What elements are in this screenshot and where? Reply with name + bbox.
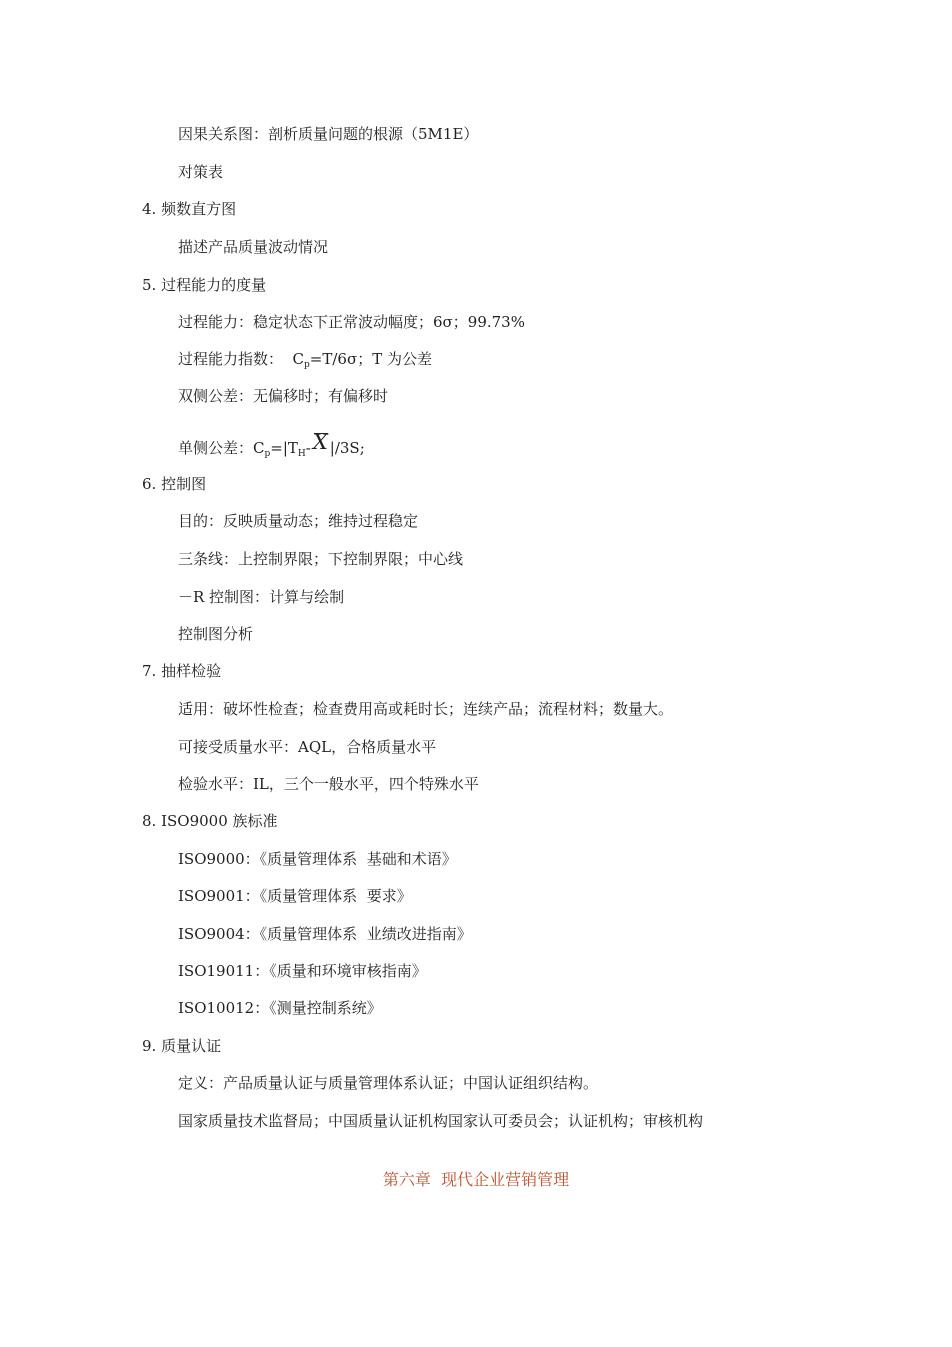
one-sided-subscript-h: H xyxy=(297,449,306,459)
iso19011-line: ISO19011：《质量和环境审核指南》 xyxy=(178,962,427,980)
purpose-line: 目的：反映质量动态；维持过程稳定 xyxy=(178,512,419,530)
chart-analysis-line: 控制图分析 xyxy=(178,625,254,643)
bureau-line: 国家质量技术监督局；中国质量认证机构国家认可委员会；认证机构；审核机构 xyxy=(178,1112,704,1130)
inspection-level-line: 检验水平：IL，三个一般水平，四个特殊水平 xyxy=(178,775,479,793)
one-sided-prefix: 单侧公差：C xyxy=(178,439,265,457)
heading-control-chart: 6. 控制图 xyxy=(142,475,207,493)
x-bar-symbol: X xyxy=(312,430,328,454)
process-capability-line: 过程能力：稳定状态下正常波动幅度；6σ；99.73% xyxy=(178,313,525,331)
capability-index-prefix: 过程能力指数： C xyxy=(178,350,305,368)
one-sided-dash: - xyxy=(305,439,311,457)
one-sided-suffix: |/3S; xyxy=(329,439,365,457)
iso9004-line: ISO9004：《质量管理体系 业绩改进指南》 xyxy=(178,925,472,943)
three-lines-line: 三条线：上控制界限；下控制界限；中心线 xyxy=(178,550,464,568)
r-chart-line: －R 控制图：计算与绘制 xyxy=(178,588,345,606)
heading-sampling: 7. 抽样检验 xyxy=(142,662,222,680)
definition-line: 定义：产品质量认证与质量管理体系认证；中国认证组织结构。 xyxy=(178,1074,599,1092)
two-sided-tolerance-line: 双侧公差：无偏移时；有偏移时 xyxy=(178,387,389,405)
one-sided-mid: =|T xyxy=(270,439,298,457)
heading-iso9000: 8. ISO9000 族标准 xyxy=(142,812,278,830)
aql-line: 可接受质量水平：AQL，合格质量水平 xyxy=(178,738,437,756)
heading-histogram: 4. 频数直方图 xyxy=(142,200,237,218)
capability-index-suffix: =T/6σ；T 为公差 xyxy=(309,350,432,368)
iso10012-line: ISO10012：《测量控制系统》 xyxy=(178,999,382,1017)
one-sided-tolerance-line xyxy=(178,430,365,464)
cause-effect-line: 因果关系图：剖析质量问题的根源（5M1E） xyxy=(178,125,479,143)
histogram-desc-line: 描述产品质量波动情况 xyxy=(178,238,329,256)
countermeasure-line: 对策表 xyxy=(178,163,224,181)
applicable-line: 适用：破坏性检查；检查费用高或耗时长；连续产品；流程材料；数量大。 xyxy=(178,700,674,718)
chapter-title: 第六章 现代企业营销管理 xyxy=(382,1170,570,1189)
iso9000-line: ISO9000：《质量管理体系 基础和术语》 xyxy=(178,850,457,868)
one-sided-subscript-p: p xyxy=(264,449,271,459)
heading-certification: 9. 质量认证 xyxy=(142,1037,222,1055)
heading-process-capability: 5. 过程能力的度量 xyxy=(142,276,267,294)
iso9001-line: ISO9001：《质量管理体系 要求》 xyxy=(178,887,412,905)
capability-index-line xyxy=(178,349,432,375)
capability-index-subscript: p xyxy=(304,360,310,370)
